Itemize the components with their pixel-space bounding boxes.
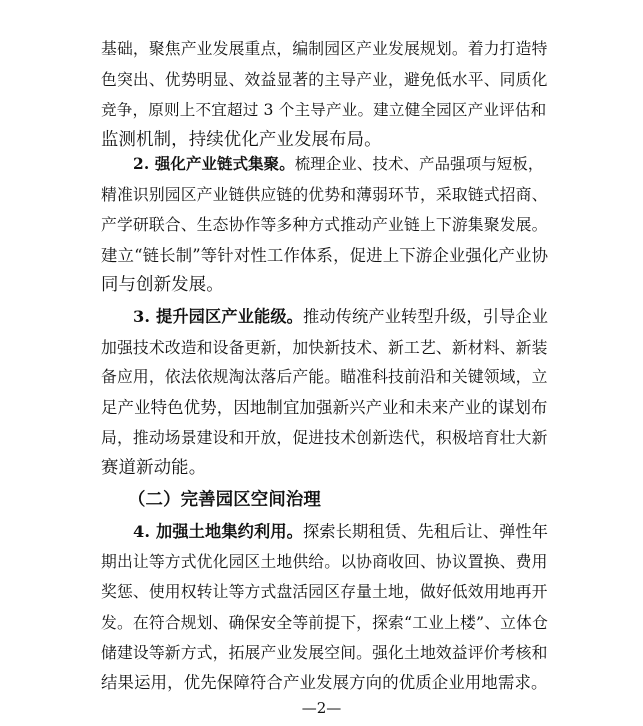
- section-heading: （二）完善园区空间治理: [128, 489, 321, 510]
- paragraph-line: 产学研联合、生态协作等多种方式推动产业链上下游集聚发展。: [101, 215, 548, 235]
- paragraph-line: 监测机制，持续优化产业发展布局。: [101, 129, 382, 150]
- paragraph-line: 基础，聚焦产业发展重点，编制园区产业发展规划。着力打造特: [101, 39, 548, 58]
- paragraph-line: 加强技术改造和设备更新，加快新技术、新工艺、新材料、新装: [101, 337, 548, 357]
- paragraph-line: 精准识别园区产业链供应链的优势和薄弱环节，采取链式招商、: [101, 185, 548, 205]
- paragraph-line: 备应用，依法依规淘汰落后产能。瞄准科技前沿和关键领域，立: [101, 367, 548, 387]
- paragraph-line: 结果运用，优先保障符合产业发展方向的优质企业用地需求。: [101, 672, 548, 692]
- item-2-heading: 2. 强化产业链式集聚。: [133, 154, 295, 173]
- paragraph-line: 期出让等方式优化园区土地供给。以协商收回、协议置换、费用: [101, 552, 548, 572]
- paragraph-line: 储建设等新方式，拓展产业发展空间。强化土地效益评价考核和: [101, 642, 548, 662]
- paragraph-line: 发。在符合规划、确保安全等前提下，探索“工业上楼”、立体仓: [101, 613, 549, 633]
- paragraph-line: 色突出、优势明显、效益显著的主导产业，避免低水平、同质化: [101, 69, 548, 89]
- paragraph-line: 建立“链长制”等针对性工作体系，促进上下游企业强化产业协: [101, 246, 549, 266]
- item-4-heading: 4. 加强土地集约利用。: [133, 521, 304, 541]
- item-3-heading: 3. 提升园区产业能级。: [133, 306, 304, 326]
- paragraph-line: 同与创新发展。: [101, 274, 224, 295]
- paragraph-line: 奖惩、使用权转让等方式盘活园区存量土地，做好低效用地再开: [101, 582, 548, 602]
- item-2-first-line-text: 梳理企业、技术、产品强项与短板，: [294, 154, 544, 173]
- page-number: —2—: [301, 699, 342, 717]
- paragraph-line: 足产业特色优势，因地制宜加强新兴产业和未来产业的谋划布: [101, 398, 548, 418]
- item-4-first-line-text: 探索长期租赁、先租后让、弹性年: [303, 521, 549, 541]
- item-4-first-line: [133, 521, 548, 542]
- item-2-first-line: [133, 154, 543, 175]
- item-3-first-line-text: 推动传统产业转型升级，引导企业: [303, 306, 549, 326]
- paragraph-line: 局，推动场景建设和开放，促进技术创新迭代，积极培育壮大新: [101, 428, 548, 448]
- paragraph-line: 赛道新动能。: [101, 457, 207, 478]
- paragraph-line: 竞争，原则上不宜超过 3 个主导产业。建立健全园区产业评估和: [101, 100, 547, 119]
- item-3-first-line: [133, 306, 548, 327]
